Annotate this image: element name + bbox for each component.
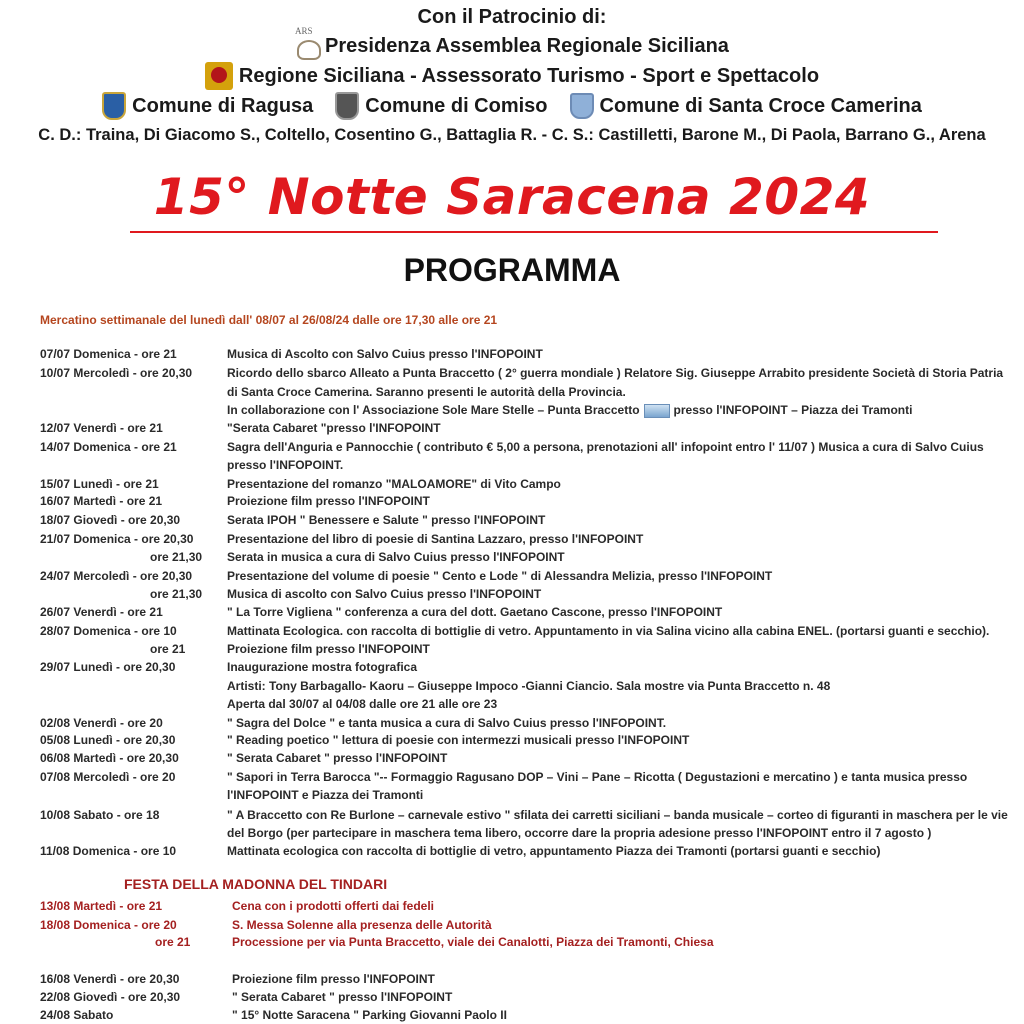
schedule-date: 28/07 Domenica - ore 10 xyxy=(40,624,177,638)
schedule-date: 16/08 Venerdì - ore 20,30 xyxy=(40,972,180,986)
schedule-date: 29/07 Lunedì - ore 20,30 xyxy=(40,660,176,674)
schedule-date: 18/07 Giovedì - ore 20,30 xyxy=(40,513,181,527)
schedule-event-text: Presentazione del volume di poesie " Cento e Lode " di Alessandra Melizia, presso l'INFOPOINT xyxy=(227,569,773,583)
regione-text: Regione Siciliana - Assessorato Turismo - Sport e Spettacolo xyxy=(238,64,820,87)
schedule-date: 24/08 Sabato xyxy=(40,1008,114,1022)
schedule-date: 11/08 Domenica - ore 10 xyxy=(40,844,177,858)
comune-scc-text: Comune di Santa Croce Camerina xyxy=(599,94,922,117)
schedule-event xyxy=(227,788,423,802)
schedule-event-text: Proiezione film presso l'INFOPOINT xyxy=(227,494,430,508)
schedule-event xyxy=(227,403,912,418)
schedule-event xyxy=(227,826,931,840)
schedule-event-text: In collaborazione con l' Associazione Sole Mare Stelle – Punta Braccetto xyxy=(227,403,640,417)
schedule-event-text: Sagra dell'Anguria e Pannocchie ( contributo € 5,00 a persona, prenotazioni all' infopoint entro l' 11/07 ) Musica a cura di Salvo Cuius xyxy=(227,440,984,454)
schedule-date: 14/07 Domenica - ore 21 xyxy=(40,440,177,454)
schedule-event xyxy=(227,532,643,546)
schedule-event xyxy=(227,697,497,711)
schedule-date: 13/08 Martedì - ore 21 xyxy=(40,899,163,913)
schedule-event-text: Mattinata Ecologica. con raccolta di bottiglie di vetro. Appuntamento in via Salina vicino alla cabina ENEL. (portarsi guanti e secchio). xyxy=(227,624,990,638)
schedule-event-text: Mattinata ecologica con raccolta di bottiglie di vetro, appuntamento Piazza dei Tramonti (portarsi guanti e secchio) xyxy=(227,844,881,858)
schedule-event-text: del Borgo (per partecipare in maschera tema libero, occorre dare la propria adesione presso l'INFOPOINT entro il 7 agosto ) xyxy=(227,826,932,840)
schedule-date: 26/07 Venerdì - ore 21 xyxy=(40,605,163,619)
festa-heading: FESTA DELLA MADONNA DEL TINDARI xyxy=(124,876,388,892)
schedule-event xyxy=(227,366,1003,380)
schedule-event-text: "Serata Cabaret "presso l'INFOPOINT xyxy=(227,421,441,435)
schedule-event xyxy=(232,990,452,1004)
comune-ragusa-text: Comune di Ragusa xyxy=(132,94,314,117)
schedule-event-text: Presentazione del libro di poesie di Santina Lazzaro, presso l'INFOPOINT xyxy=(227,532,644,546)
schedule-event-text: presso l'INFOPOINT. xyxy=(227,458,344,472)
presidenza-line xyxy=(0,26,1024,64)
schedule-date: 05/08 Lunedì - ore 20,30 xyxy=(40,733,176,747)
patrocinio-text: Con il Patrocinio di: xyxy=(417,6,607,28)
schedule-event-text: Proiezione film presso l'INFOPOINT xyxy=(227,642,430,656)
schedule-event-text: " Serata Cabaret " presso l'INFOPOINT xyxy=(227,751,448,765)
schedule-event-text: Processione per via Punta Braccetto, viale dei Canalotti, Piazza dei Tramonti, Chiesa xyxy=(232,935,714,949)
presidenza-text: Presidenza Assemblea Regionale Siciliana xyxy=(325,34,729,57)
schedule-event xyxy=(232,935,714,949)
schedule-event xyxy=(227,844,880,858)
schedule-event-text: " Reading poetico " lettura di poesie con intermezzi musicali presso l'INFOPOINT xyxy=(227,733,690,747)
credits-line xyxy=(0,126,1024,145)
schedule-event-text: Proiezione film presso l'INFOPOINT xyxy=(232,972,435,986)
schedule-event xyxy=(227,751,447,765)
comiso-crest-icon xyxy=(335,92,359,120)
schedule-date: 21/07 Domenica - ore 20,30 xyxy=(40,532,194,546)
schedule-event xyxy=(227,642,430,656)
schedule-event xyxy=(227,513,545,527)
association-logo-icon xyxy=(644,404,670,418)
schedule-event-text: l'INFOPOINT e Piazza dei Tramonti xyxy=(227,788,424,802)
credits-text: C. D.: Traina, Di Giacomo S., Coltello, Cosentino G., Battaglia R. - C. S.: Castilletti, Barone M., Di Paola, Barrano G., Arena xyxy=(38,126,986,144)
schedule-event-text: di Santa Croce Camerina. Saranno presenti le autorità della Provincia. xyxy=(227,385,626,399)
schedule-event xyxy=(227,770,967,784)
schedule-event-text: Presentazione del romanzo "MALOAMORE" di Vito Campo xyxy=(227,477,561,491)
schedule-date: 15/07 Lunedì - ore 21 xyxy=(40,477,159,491)
schedule-event xyxy=(232,1008,507,1022)
schedule-event-text: Musica di Ascolto con Salvo Cuius presso l'INFOPOINT xyxy=(227,347,543,361)
trinacria-logo-icon xyxy=(205,62,233,90)
schedule-event-text: " Serata Cabaret " presso l'INFOPOINT xyxy=(232,990,453,1004)
schedule-event xyxy=(227,660,417,674)
schedule-event xyxy=(232,899,434,913)
schedule-event-text: " La Torre Vigliena " conferenza a cura del dott. Gaetano Cascone, presso l'INFOPOINT xyxy=(227,605,723,619)
santa-croce-crest-icon xyxy=(570,93,594,119)
schedule-event xyxy=(227,808,1008,822)
schedule-event-text: " 15° Notte Saracena " Parking Giovanni Paolo II xyxy=(232,1008,507,1022)
schedule-date: ore 21 xyxy=(155,935,191,949)
schedule-event-text: Serata in musica a cura di Salvo Cuius presso l'INFOPOINT xyxy=(227,550,565,564)
programma-heading: PROGRAMMA xyxy=(403,252,621,288)
mercatino-note: Mercatino settimanale del lunedì dall' 08/07 al 26/08/24 dalle ore 17,30 alle ore 21 xyxy=(40,313,498,327)
comune-comiso-text: Comune di Comiso xyxy=(365,94,548,117)
schedule-date: 10/07 Mercoledì - ore 20,30 xyxy=(40,366,193,380)
regione-line xyxy=(0,62,1024,96)
schedule-event-text: " A Braccetto con Re Burlone – carnevale estivo " sfilata dei carretti siciliani – banda musicale – corteo di figuranti in maschera per le vie xyxy=(227,808,1008,822)
schedule-event-text: Inaugurazione mostra fotografica xyxy=(227,660,418,674)
schedule-event xyxy=(227,477,561,491)
schedule-event xyxy=(227,569,772,583)
schedule-date: 07/08 Mercoledì - ore 20 xyxy=(40,770,176,784)
schedule-event-text: S. Messa Solenne alla presenza delle Autorità xyxy=(232,918,492,932)
patrocinio-heading xyxy=(0,6,1024,29)
schedule-date: 22/08 Giovedì - ore 20,30 xyxy=(40,990,181,1004)
schedule-date: 18/08 Domenica - ore 20 xyxy=(40,918,177,932)
schedule-event xyxy=(227,605,722,619)
page-title: 15° Notte Saracena 2024 xyxy=(153,168,871,226)
schedule-date: 12/07 Venerdì - ore 21 xyxy=(40,421,163,435)
schedule-event-suffix: presso l'INFOPOINT – Piazza dei Tramonti xyxy=(673,403,913,417)
schedule-event xyxy=(227,494,430,508)
schedule-event xyxy=(227,458,343,472)
schedule-event xyxy=(227,624,989,638)
schedule-date: 16/07 Martedì - ore 21 xyxy=(40,494,163,508)
schedule-event xyxy=(232,972,435,986)
schedule-event xyxy=(227,679,830,693)
schedule-event xyxy=(227,385,626,399)
schedule-event-text: " Sagra del Dolce " e tanta musica a cura di Salvo Cuius presso l'INFOPOINT. xyxy=(227,716,667,730)
schedule-date: 24/07 Mercoledì - ore 20,30 xyxy=(40,569,193,583)
schedule-event-text: Musica di ascolto con Salvo Cuius presso l'INFOPOINT xyxy=(227,587,542,601)
schedule-date: 06/08 Martedì - ore 20,30 xyxy=(40,751,179,765)
schedule-event xyxy=(232,918,492,932)
title-underline xyxy=(130,231,938,233)
comuni-line xyxy=(0,92,1024,126)
schedule-date: 10/08 Sabato - ore 18 xyxy=(40,808,160,822)
schedule-event-text: Serata IPOH " Benessere e Salute " presso l'INFOPOINT xyxy=(227,513,546,527)
schedule-event-text: Ricordo dello sbarco Alleato a Punta Braccetto ( 2° guerra mondiale ) Relatore Sig. Giuseppe Arrabito presidente Società di Storia Patria xyxy=(227,366,1004,380)
schedule-event xyxy=(227,733,689,747)
ars-label: ARS xyxy=(295,26,313,36)
schedule-event-text: Cena con i prodotti offerti dai fedeli xyxy=(232,899,435,913)
schedule-event xyxy=(227,421,441,435)
schedule-event xyxy=(227,347,543,361)
schedule-event-text: " Sapori in Terra Barocca "-- Formaggio Ragusano DOP – Vini – Pane – Ricotta ( Degustazioni e mercatino ) e tanta musica presso xyxy=(227,770,968,784)
schedule-event xyxy=(227,716,666,730)
schedule-date: ore 21 xyxy=(150,642,186,656)
schedule-event xyxy=(227,440,984,454)
ragusa-crest-icon xyxy=(102,92,126,120)
schedule-date: 02/08 Venerdì - ore 20 xyxy=(40,716,163,730)
schedule-date: ore 21,30 xyxy=(150,587,203,601)
ars-logo-icon xyxy=(295,26,319,58)
schedule-event xyxy=(227,550,565,564)
schedule-event-text: Aperta dal 30/07 al 04/08 dalle ore 21 alle ore 23 xyxy=(227,697,498,711)
schedule-date: 07/07 Domenica - ore 21 xyxy=(40,347,177,361)
schedule-event-text: Artisti: Tony Barbagallo- Kaoru – Giuseppe Impoco -Gianni Ciancio. Sala mostre via Punta Braccetto n. 48 xyxy=(227,679,831,693)
schedule-event xyxy=(227,587,541,601)
schedule-date: ore 21,30 xyxy=(150,550,203,564)
